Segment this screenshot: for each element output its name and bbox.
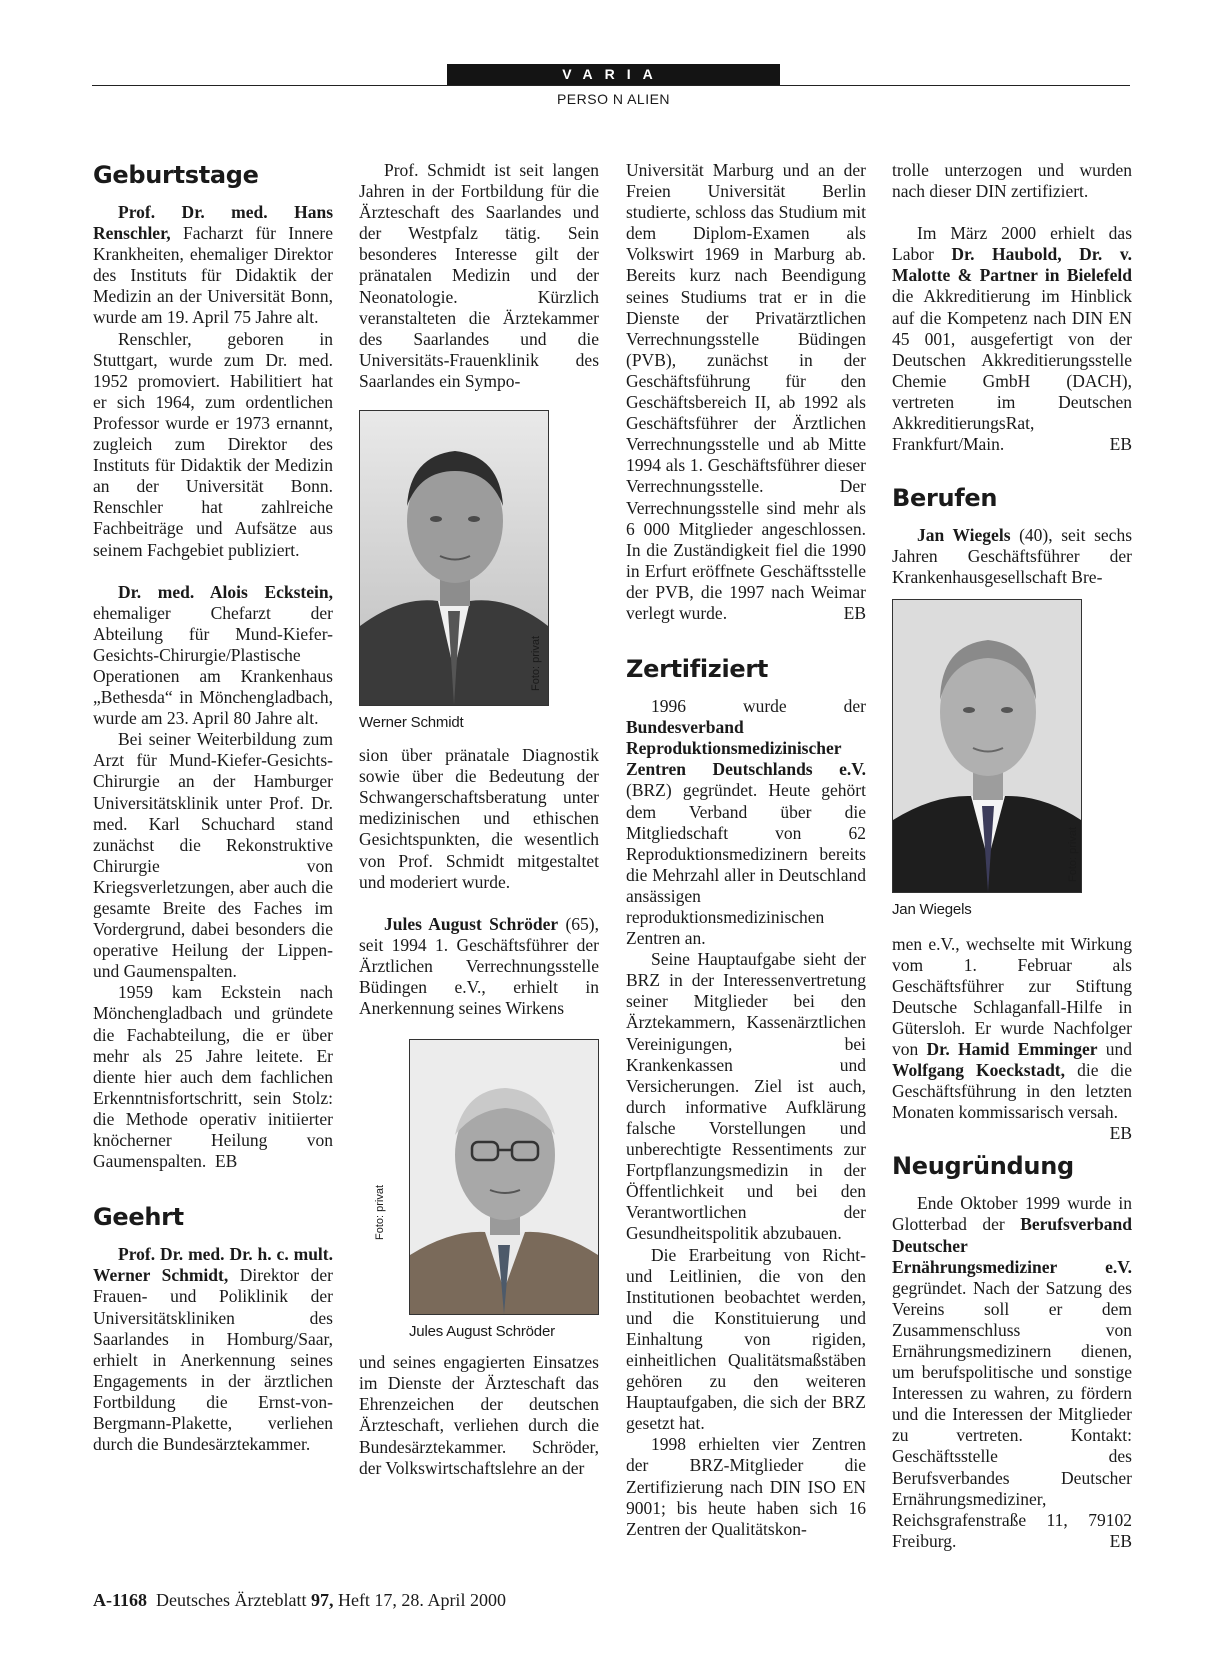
article-wiegels [892, 525, 1132, 588]
article-schmidt [93, 1244, 333, 1455]
heading-geehrt: Geehrt [93, 1203, 184, 1232]
heading-berufen: Berufen [892, 484, 998, 513]
text-brz-intro: 1996 wurde der [651, 696, 866, 717]
article-labor [892, 223, 1132, 455]
signature: EB [214, 1151, 238, 1172]
photo-credit: Foto: privat [374, 1184, 386, 1240]
paragraph: Seine Hauptaufgabe sieht der BRZ in der Interessenvertretung seiner Mitglieder bei den Ärztekammern, Kassenärztlichen Vereinigungen, bei Krankenkassen und Versicherungen. Ziel ist auch, durch informative Aufklärung falsche Vorstellungen und unberechtigte Ressentiments zur Fortpflanzungsmedizin in der Öffentlichkeit und bei den Verantwortlichen der Gesundheitspolitik abzubauen. [626, 949, 866, 1244]
paragraph [892, 933, 1133, 1144]
column-2 [359, 160, 599, 1479]
article-renschler [93, 202, 333, 329]
paragraph: und seines engagierten Einsatzes im Dienste der Ärzteschaft das Ehrenzeichen der deutschen Ärzteschaft, verliehen durch die Bundesärztekammer. Schröder, der Volkswirtschaftslehre an der [359, 1352, 599, 1478]
heading-geburtstage: Geburtstage [93, 161, 259, 189]
text-labor: die Akkreditierung im Hinblick auf die Kompetenz nach DIN EN 45 001, ausgefertigt von der Deutschen Akkreditierungsstelle Chemie GmbH (DACH), vertreten im Deutschen AkkreditierungsRat, Frankfurt/Main. [892, 286, 1132, 455]
text-renschler: Facharzt für Innere Krankheiten, ehemaliger Direktor des Instituts für Didaktik der Medizin an der Universität Bonn, wurde am 19. April 75 Jahre alt. [93, 223, 333, 328]
name-koeckstadt: Wolfgang Koeckstadt, [892, 1060, 1066, 1081]
text-wiegels-end: die die Geschäftsführung in den letzten Monaten kommissarisch versah. [892, 1060, 1132, 1123]
name-emminger: Dr. Hamid Emminger [926, 1038, 1098, 1059]
heading-neugruendung: Neugründung [892, 1152, 1074, 1181]
photo-credit: Foto: privat [1067, 826, 1079, 882]
portrait-image [360, 411, 548, 705]
caption-jan-wiegels: Jan Wiegels [892, 900, 972, 918]
page-number: A-1168 [93, 1590, 147, 1610]
caption-jules-august-schroeder: Jules August Schröder [409, 1323, 555, 1341]
column-3 [626, 160, 866, 1540]
journal-name: Deutsches Ärzteblatt [156, 1590, 307, 1610]
photo-jules-august-schroeder [409, 1039, 599, 1315]
name-schmidt: Prof. Dr. med. Dr. h. c. mult. Werner Schmidt, [93, 1244, 333, 1286]
text-eckstein: ehemaliger Chefarzt der Abteilung für Mund-Kiefer-Gesichts-Chirurgie/Plastische Operationen am Krankenhaus „Bethesda“ in Mönchengladbach, wurde am 23. April 80 Jahre alt. [93, 602, 333, 729]
paragraph: Renschler, geboren in Stuttgart, wurde zum Dr. med. 1952 promoviert. Habilitiert hat er sich 1964, zum ordentlichen Professor wurde er 1973 ernannt, zugleich zum Direktor des Instituts für Didaktik der Medizin an der Universität Bonn. Renschler hat zahlreiche Fachbeiträge und Aufsätze aus seinem Fachgebiet publiziert. [93, 328, 333, 560]
text-und: und [1097, 1038, 1133, 1059]
page-footer [93, 1590, 506, 1611]
text-neu-intro: Ende Oktober 1999 wurde in Glotterbad der [892, 1193, 1132, 1235]
photo-werner-schmidt [359, 410, 549, 706]
signature: EB [843, 602, 866, 623]
subsection-label: PERSO N ALIEN [556, 91, 671, 107]
paragraph [626, 160, 866, 624]
article-schroeder [359, 914, 599, 1019]
column-1 [93, 160, 333, 1455]
article-ernaehrungsmediziner [892, 1193, 1132, 1552]
volume: 97, [310, 1590, 334, 1610]
article-brz [626, 696, 866, 949]
heading-zertifiziert: Zertifiziert [626, 655, 769, 684]
text-brz: (BRZ) gegründet. Heute gehört dem Verband über die Mitgliedschaft von 62 Reproduktionsmedizinern bereits die Mehrzahl aller in Deutschland ansässigen reproduktionsmedizinischen Zentren an. [626, 780, 866, 949]
text-schroeder-cont: Universität Marburg und an der Freien Universität Berlin studierte, schloss das Studium mit dem Diplom-Examen als Volkswirt 1969 in Marburg ab. Bereits kurz nach Beendigung seines Studiums trat er in die Dienste der Privatärztlichen Verrechnungsstelle Büdingen (PVB), zunächst in der Geschäftsführung für den Geschäftsbereich II, ab 1992 als Geschäftsführer der Ärztlichen Verrechnungsstelle und ab Mitte 1994 als 1. Geschäftsführer dieser Verrechnungsstelle. Der Verrechnungsstelle sind mehr als 6 000 Mitglieder angeschlossen. In die Zuständigkeit fiel die 1990 in Erfurt eröffnete Geschäftsstelle der PVB, die 1997 nach Weimar verlegt wurde. [626, 160, 866, 623]
paragraph: Die Erarbeitung von Richt- und Leitlinien, die von den Institutionen beobachtet werden, und die Konstituierung und Einhaltung von rigiden, einheitlichen Qualitätsmaßstäben gehören zu den weiteren Hauptaufgaben, die sich der BRZ gesetzt hat. [626, 1244, 866, 1434]
signature: EB [1109, 1530, 1132, 1551]
signature: EB [1109, 1123, 1132, 1144]
text-wiegels: (40), seit sechs Jahren Geschäftsführer der Krankenhausgesellschaft Bre- [892, 525, 1132, 588]
text-wiegels-cont: men e.V., wechselte mit Wirkung vom 1. Februar als Geschäftsführer zur Stiftung Deutsche Schlaganfall-Hilfe in Gütersloh. Er wurde Nachfolger von [892, 933, 1132, 1059]
paragraph: Bei seiner Weiterbildung zum Arzt für Mund-Kiefer-Gesichts-Chirurgie an der Hamburger Universitätsklinik unter Prof. Dr. med. Karl Schuchard stand zunächst die Rekonstruktive Chirurgie von Kriegsverletzungen, aber auch die gesamte Breite des Faches im Vordergrund, dabei besonders die operative Heilung der Lippen- und Gaumenspalten. [93, 729, 333, 982]
name-labor: Dr. Haubold, Dr. v. Malotte & Partner in Bielefeld [892, 244, 1132, 286]
text-neu: gegründet. Nach der Satzung des Vereins soll er dem Zusammenschluss von Ernährungsmedizinern dienen, um berufspolitische und sonstige Interessen zu wahren, zu fördern und die Interessen der Mitglieder zu vertreten. Kontakt: Geschäftsstelle des Berufsverbandes Deutscher Ernährungsmediziner, Reichsgrafenstraße 11, 79102 Freiburg. [892, 1277, 1132, 1551]
paragraph: Prof. Schmidt ist seit langen Jahren in der Fortbildung für die Ärzteschaft des Saarlandes und der Westpfalz tätig. Sein besonderes Interesse gilt der pränatalen Medizin und der Neonatologie. Kürzlich veranstalteten die Ärztekammer des Saarlandes und die Universitäts-Frauenklinik des Saarlandes ein Sympo- [359, 160, 599, 391]
name-wiegels: Jan Wiegels [917, 525, 1011, 546]
paragraph [93, 982, 333, 1172]
name-brz: Bundesverband Reproduktionsmedizinischer Zentren Deutschlands e.V. [626, 717, 866, 780]
section-bar-varia: VARIA [447, 64, 780, 85]
text-eckstein-end: 1959 kam Eckstein nach Mönchengladbach und gründete die Fachabteilung, die er über mehr als 25 Jahre leitete. Er diente hier auch dem fachlichen Erkenntnisfortschritt, sein Stolz: die Methode operativ initiierter knöcherner Heilung von Gaumenspalten. [93, 982, 333, 1172]
text-schmidt: Direktor der Frauen- und Poliklinik der Universitätskliniken des Saarlandes in Homburg/Saar, erhielt in Anerkennung seines Engagements in der ärztlichen Fortbildung die Ernst-von-Bergmann-Plakette, verliehen durch die Bundesärztekammer. [93, 1265, 333, 1455]
name-berufsverband: Berufsverband Deutscher Ernährungsmediziner e.V. [892, 1214, 1132, 1277]
issue: Heft 17, 28. April 2000 [337, 1590, 506, 1610]
paragraph: sion über pränatale Diagnostik sowie über die Bedeutung der Schwangerschaftsberatung unter medizinischen und ethischen Gesichtspunkten, die wesentlich von Prof. Schmidt mitgestaltet und moderiert wurde. [359, 745, 599, 892]
column-4 [892, 160, 1132, 1552]
signature: EB [1109, 434, 1132, 455]
name-schroeder: Jules August Schröder [384, 913, 559, 934]
photo-credit: Foto: privat [530, 636, 542, 692]
paragraph: trolle unterzogen und wurden nach dieser DIN zertifiziert. [892, 160, 1132, 202]
text-schroeder: (65), seit 1994 1. Geschäftsführer der Ärztlichen Verrechnungsstelle Büdingen e.V., erhielt in Anerkennung seines Wirkens [359, 913, 600, 1019]
text-labor-intro: Im März 2000 erhielt das Labor [892, 223, 1132, 265]
name-eckstein: Dr. med. Alois Eckstein, [118, 581, 333, 602]
portrait-image [410, 1040, 598, 1314]
header-rule [92, 85, 1130, 86]
article-eckstein [93, 582, 333, 730]
paragraph: 1998 erhielten vier Zentren der BRZ-Mitglieder die Zertifizierung nach DIN ISO EN 9001; bis heute haben sich 16 Zentren der Qualitätskon- [626, 1434, 866, 1539]
portrait-image [893, 600, 1081, 892]
caption-werner-schmidt: Werner Schmidt [359, 714, 464, 732]
name-renschler: Prof. Dr. med. Hans Renschler, [93, 202, 333, 244]
photo-jan-wiegels [892, 599, 1082, 893]
